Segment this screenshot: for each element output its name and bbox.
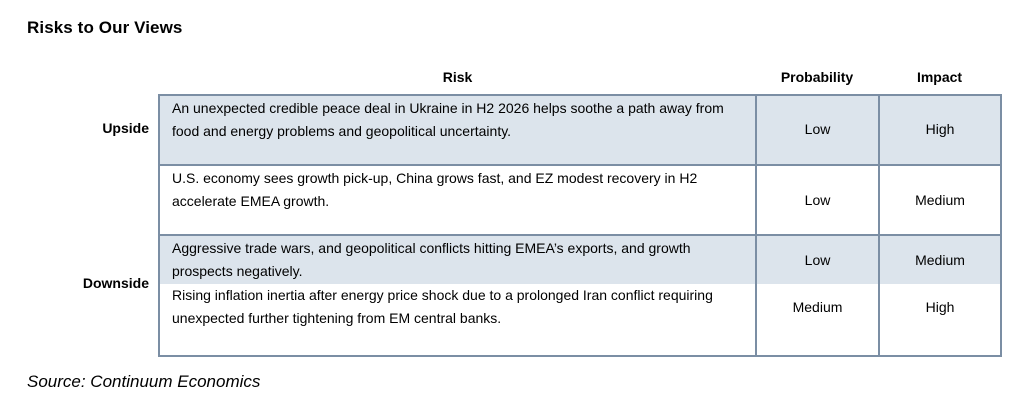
table-row-3-risk: Aggressive trade wars, and geopolitical conflicts hitting EMEA’s exports, and growth prospects negatively. [172,240,691,279]
table-row-1-risk: An unexpected credible peace deal in Ukraine in H2 2026 helps soothe a path away from food and energy problems and geopolitical uncertainty. [172,100,724,139]
table-row-1-impact: High [925,121,955,137]
column-header-impact: Impact [916,69,963,85]
table-row-4-probability: Medium [792,299,843,315]
table-row-3-probability: Low [804,252,831,268]
table-row-2-probability: Low [804,192,831,208]
source-note: Source: Continuum Economics [27,372,261,391]
risk-table [158,94,1002,357]
row-divider [160,164,1000,166]
table-row-4-risk: Rising inflation inertia after energy price shock due to a prolonged Iran conflict requiring unexpected further tightening from EM central banks. [172,287,713,326]
group-label-upside: Upside [102,120,149,136]
column-header-probability: Probability [780,69,854,85]
column-header-risk: Risk [442,69,473,85]
table-row-3-impact: Medium [915,252,965,268]
table-row-2-risk: U.S. economy sees growth pick-up, China grows fast, and EZ modest recovery in H2 accelerate EMEA growth. [172,170,698,209]
table-row-4-impact: High [925,299,955,315]
table-row-1-probability: Low [804,121,831,137]
row-divider [160,234,1000,236]
group-label-downside: Downside [82,275,149,291]
page-title: Risks to Our Views [27,18,183,37]
table-row-2-impact: Medium [915,192,965,208]
